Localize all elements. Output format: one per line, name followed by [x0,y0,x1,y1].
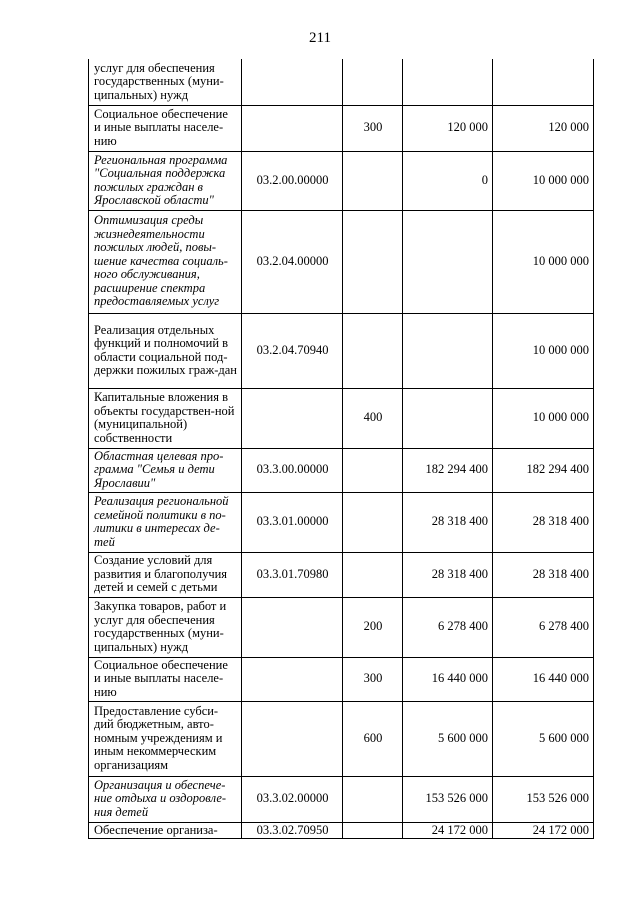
amount-year-2 [493,59,594,105]
target-article-code: 03.3.01.00000 [242,492,343,552]
item-name: Региональная программа "Социальная поддержка пожилых граждан в Ярославской области" [89,151,242,210]
amount-year-1 [403,59,493,105]
amount-year-1: 153 526 000 [403,776,493,822]
amount-year-2: 182 294 400 [493,448,594,492]
table-row [89,448,594,492]
table-row [89,492,594,552]
expense-type-code: 300 [343,105,403,151]
target-article-code: 03.3.01.70980 [242,552,343,597]
expense-type-code: 600 [343,701,403,776]
table-row [89,822,594,839]
amount-year-2: 120 000 [493,105,594,151]
item-name: Реализация отдельных функций и полномочий в области социальной под-держки пожилых граж-дан [89,313,242,388]
amount-year-2: 10 000 000 [493,151,594,210]
amount-year-2: 10 000 000 [493,210,594,313]
item-name: Закупка товаров, работ и услуг для обеспечения государственных (муни-ципальных) нужд [89,597,242,657]
expense-type-code [343,822,403,839]
target-article-code [242,597,343,657]
target-article-code [242,657,343,701]
amount-year-2: 153 526 000 [493,776,594,822]
amount-year-1: 16 440 000 [403,657,493,701]
amount-year-2: 24 172 000 [493,822,594,839]
item-name: Предоставление субси-дий бюджетным, авто-номным учреждениям и иным некоммерческим организациям [89,701,242,776]
target-article-code: 03.2.04.00000 [242,210,343,313]
amount-year-2: 5 600 000 [493,701,594,776]
expense-type-code [343,552,403,597]
amount-year-2: 6 278 400 [493,597,594,657]
target-article-code [242,105,343,151]
target-article-code [242,701,343,776]
amount-year-1: 0 [403,151,493,210]
amount-year-2: 10 000 000 [493,388,594,448]
item-name: Реализация региональной семейной политики в по-литики в интересах де-тей [89,492,242,552]
table-row [89,59,594,105]
amount-year-1: 182 294 400 [403,448,493,492]
amount-year-1: 28 318 400 [403,552,493,597]
table-row [89,210,594,313]
amount-year-1 [403,210,493,313]
expense-type-code [343,59,403,105]
expense-type-code: 200 [343,597,403,657]
table-row [89,776,594,822]
table-row [89,597,594,657]
item-name: Социальное обеспечение и иные выплаты населе-нию [89,105,242,151]
item-name: Организация и обеспече-ние отдыха и оздоровле-ния детей [89,776,242,822]
expense-type-code: 400 [343,388,403,448]
table-row [89,552,594,597]
amount-year-1 [403,388,493,448]
target-article-code [242,388,343,448]
table-row [89,701,594,776]
target-article-code: 03.2.00.00000 [242,151,343,210]
amount-year-2: 10 000 000 [493,313,594,388]
amount-year-1: 24 172 000 [403,822,493,839]
table-row [89,105,594,151]
table-row [89,151,594,210]
expense-type-code [343,776,403,822]
expense-type-code [343,448,403,492]
table-row [89,313,594,388]
amount-year-1 [403,313,493,388]
amount-year-1: 6 278 400 [403,597,493,657]
page-number: 211 [309,30,331,46]
item-name: Создание условий для развития и благополучия детей и семей с детьми [89,552,242,597]
expense-type-code [343,313,403,388]
target-article-code [242,59,343,105]
amount-year-2: 28 318 400 [493,552,594,597]
target-article-code: 03.3.02.00000 [242,776,343,822]
expense-type-code [343,210,403,313]
table-row [89,657,594,701]
item-name: Капитальные вложения в объекты государствен-ной (муниципальной) собственности [89,388,242,448]
item-name: Обеспечение организа- [89,822,242,839]
amount-year-2: 28 318 400 [493,492,594,552]
amount-year-2: 16 440 000 [493,657,594,701]
amount-year-1: 28 318 400 [403,492,493,552]
target-article-code: 03.2.04.70940 [242,313,343,388]
expense-type-code [343,151,403,210]
target-article-code: 03.3.00.00000 [242,448,343,492]
item-name: Оптимизация среды жизнедеятельности пожилых людей, повы-шение качества социаль-ного обслуживания, расширение спектра предоставляемых услуг [89,210,242,313]
table-row [89,388,594,448]
target-article-code: 03.3.02.70950 [242,822,343,839]
budget-table [88,59,594,839]
amount-year-1: 5 600 000 [403,701,493,776]
expense-type-code [343,492,403,552]
item-name: Социальное обеспечение и иные выплаты населе-нию [89,657,242,701]
item-name: Областная целевая про-грамма "Семья и дети Ярославии" [89,448,242,492]
expense-type-code: 300 [343,657,403,701]
item-name: услуг для обеспечения государственных (муни-ципальных) нужд [89,59,242,105]
amount-year-1: 120 000 [403,105,493,151]
